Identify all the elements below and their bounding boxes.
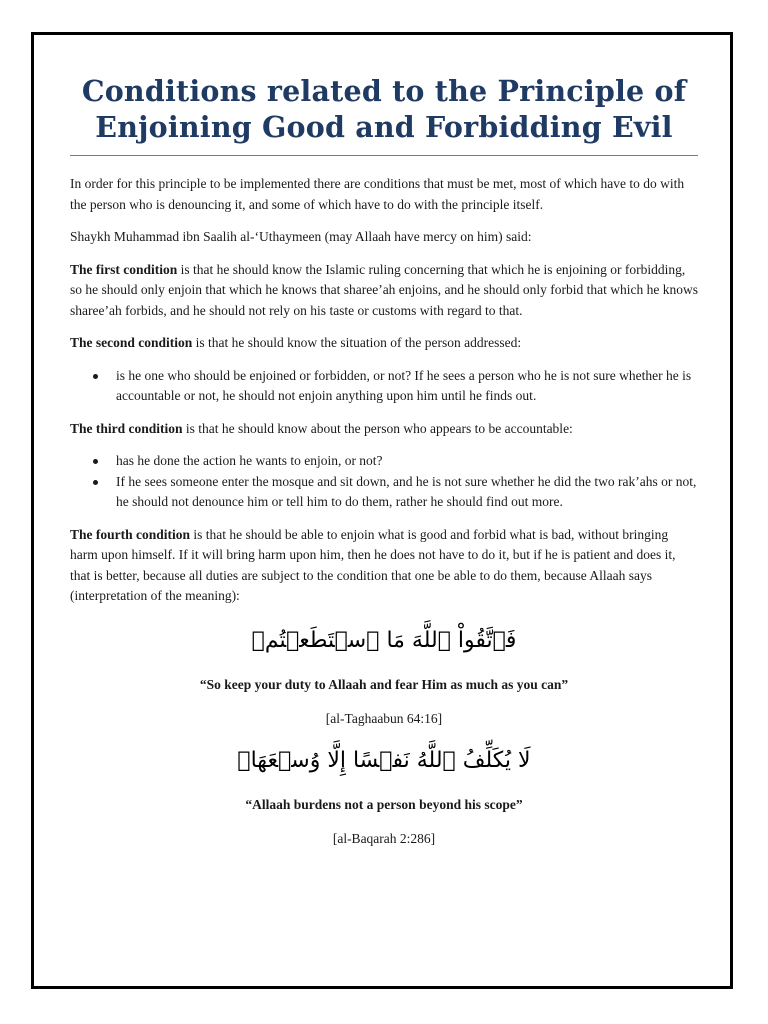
verse-2-arabic: لَا يُكَلِّفُ ٱللَّهُ نَفۡسًا إِلَّا وُسۡعَهَاۚ [237, 747, 531, 773]
page-frame [31, 32, 733, 989]
condition-3-text: is that he should know about the person who appears to be accountable: [182, 420, 573, 436]
title-line-1: Conditions related to the Principle of [81, 74, 687, 108]
condition-3-paragraph [70, 419, 698, 440]
condition-1-text: is that he should know the Islamic ruling concerning that which he is enjoining or forbidding, so he should only enjoin that which he knows that sharee’ah enjoins, and he should only forbid that which he knows sharee’ah forbids, and he should not rely on his taste or customs with regard to that. [70, 261, 699, 318]
verse-2-translation: “Allaah burdens not a person beyond his scope” [245, 796, 523, 812]
condition-2-paragraph [70, 333, 698, 354]
list-item: If he sees someone enter the mosque and sit down, and he is not sure whether he did the two rak’ahs or not, he should not denounce him or tell him to do them, rather he should find out more. [116, 472, 698, 513]
verse-1-arabic: فَٱتَّقُواْ ٱللَّهَ مَا ٱسۡتَطَعۡتُمۡ [251, 627, 517, 653]
condition-1-label: The first condition [70, 261, 178, 277]
list-item: is he one who should be enjoined or forbidden, or not? If he sees a person who he is not sure whether he is accountable or not, he should not enjoin anything upon him until he finds out. [116, 366, 698, 407]
intro-paragraph: In order for this principle to be implemented there are conditions that must be met, most of which have to do with the person who is denouncing it, and some of which have to do with the principle itself. [70, 176, 685, 212]
document-content [70, 73, 698, 849]
document-title [70, 73, 698, 145]
verse-1-translation: “So keep your duty to Allaah and fear Him as much as you can” [199, 676, 569, 692]
condition-1-paragraph [70, 260, 698, 322]
condition-4-text: is that he should be able to enjoin what is good and forbid what is bad, without bringing harm upon himself. If it will bring harm upon him, then he does not have to do it, but if he is patient and does it, that is better, because all duties are subject to the condition that one be able to do them, because Allaah says (interpretation of the meaning): [70, 526, 676, 603]
condition-4-paragraph [70, 525, 698, 607]
condition-4-label: The fourth condition [70, 526, 191, 542]
attribution-paragraph: Shaykh Muhammad ibn Saalih al-‘Uthaymeen (may Allaah have mercy on him) said: [70, 229, 532, 244]
list-item: has he done the action he wants to enjoin, or not? [116, 451, 698, 472]
condition-3-list [70, 451, 698, 513]
condition-3-label: The third condition [70, 420, 183, 436]
verse-1-reference: [al-Taghaabun 64:16] [325, 710, 443, 726]
title-divider [70, 155, 698, 156]
title-line-2: Enjoining Good and Forbidding Evil [95, 110, 673, 144]
condition-2-label: The second condition [70, 335, 193, 350]
condition-2-list [70, 366, 698, 407]
condition-2-text: is that he should know the situation of the person addressed: [192, 335, 522, 350]
verse-2-reference: [al-Baqarah 2:286] [332, 830, 436, 846]
